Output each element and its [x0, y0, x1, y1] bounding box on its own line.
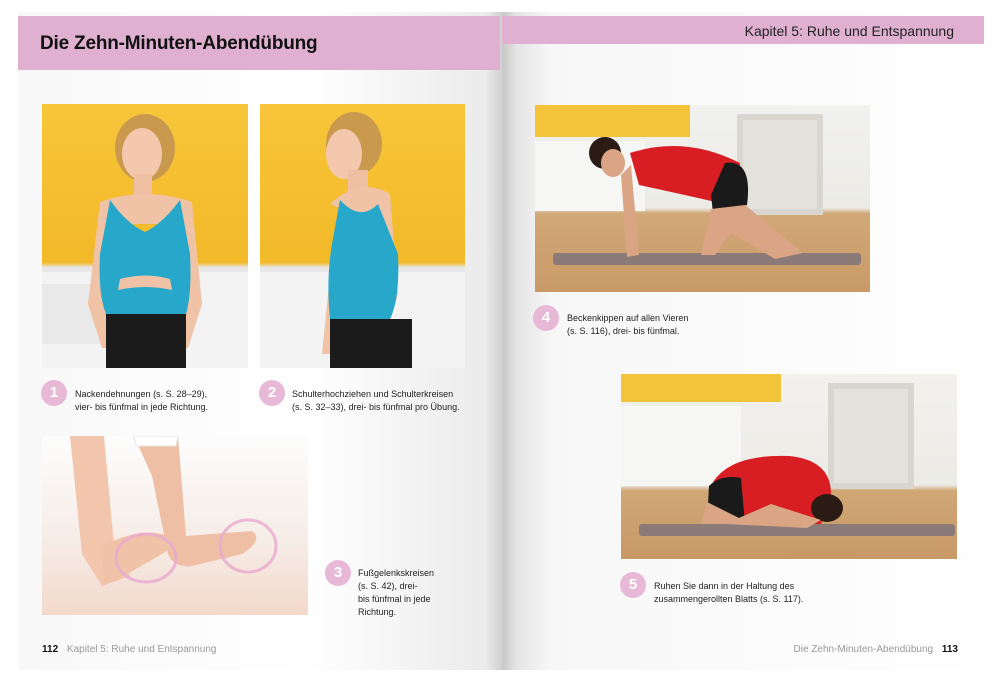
photo-shoulder-lift [260, 104, 465, 368]
step-caption-4 [567, 312, 688, 338]
caption-line: Richtung. [358, 607, 397, 617]
step-number-1: 1 [41, 380, 67, 406]
caption-line: Beckenkippen auf allen Vieren [567, 313, 689, 323]
step-caption-2 [292, 388, 460, 414]
photo-ankle-circles [42, 436, 308, 615]
step-caption-1 [75, 388, 208, 414]
caption-line: bis fünfmal in jede [358, 594, 431, 604]
left-footer [42, 644, 216, 655]
caption-line: (s. S. 42), drei- [358, 581, 418, 591]
step-number-3: 3 [325, 560, 351, 586]
step-caption-5 [654, 580, 803, 606]
caption-line: (s. S. 116), drei- bis fünfmal. [567, 326, 680, 336]
step-number-5: 5 [620, 572, 646, 598]
caption-line: zusammengerollten Blatts (s. S. 117). [654, 594, 804, 604]
gutter-shadow [486, 12, 516, 670]
right-footer [794, 644, 958, 655]
caption-line: vier- bis fünfmal in jede Richtung. [75, 402, 209, 412]
caption-line: Schulterhochziehen und Schulterkreisen [292, 389, 454, 399]
step-caption-3 [358, 567, 434, 619]
page-title: Die Zehn-Minuten-Abendübung [40, 33, 318, 54]
photo-pelvic-tilt [535, 105, 870, 292]
chapter-header: Kapitel 5: Ruhe und Entspannung [744, 23, 954, 39]
caption-line: Fußgelenkskreisen [358, 568, 435, 578]
step-number-4: 4 [533, 305, 559, 331]
page-number: 113 [941, 644, 958, 655]
caption-line: (s. S. 32–33), drei- bis fünfmal pro Übung. [292, 402, 460, 412]
page-number: 112 [42, 644, 59, 655]
step-number-2: 2 [259, 380, 285, 406]
caption-line: Ruhen Sie dann in der Haltung des [654, 581, 795, 591]
footer-text: Die Zehn-Minuten-Abendübung [793, 644, 934, 655]
photo-neck-stretch [42, 104, 248, 368]
caption-line: Nackendehnungen (s. S. 28–29), [75, 389, 208, 399]
photo-childs-pose [621, 374, 957, 559]
footer-text: Kapitel 5: Ruhe und Entspannung [66, 644, 217, 655]
